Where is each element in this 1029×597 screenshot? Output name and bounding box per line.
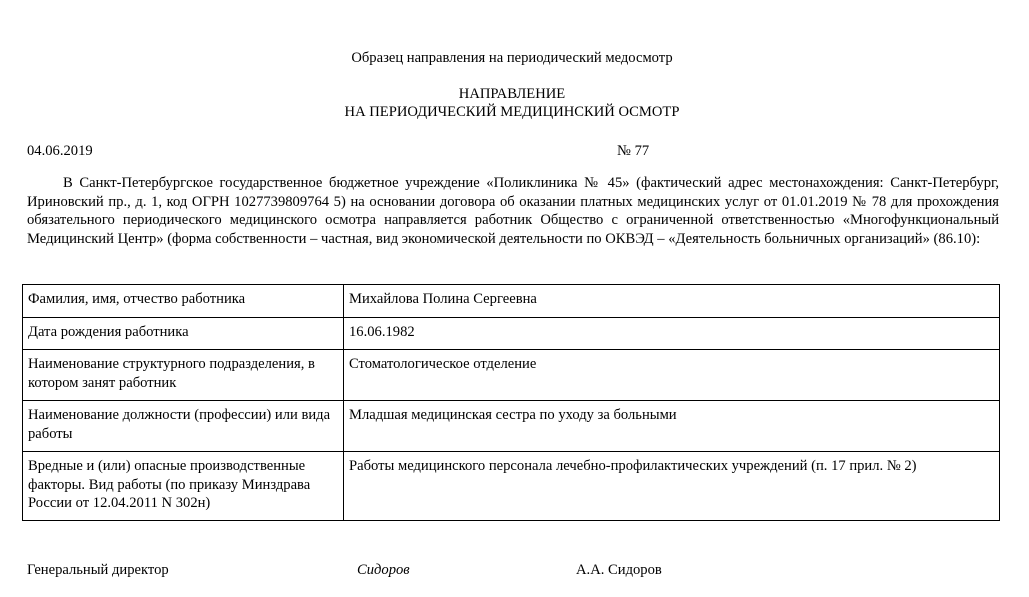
signatory-name: А.А. Сидоров — [576, 562, 662, 578]
row-label-birth-date: Дата рождения работника — [23, 318, 344, 350]
document-date: 04.06.2019 — [27, 143, 93, 159]
employee-info-table — [22, 284, 1000, 521]
table-row — [23, 350, 1000, 401]
title-line-1: НАПРАВЛЕНИЕ — [458, 86, 566, 102]
table-row — [23, 401, 1000, 452]
table-row — [23, 285, 1000, 318]
document-caption: Образец направления на периодический медосмотр — [351, 50, 673, 66]
document-number: № 77 — [617, 143, 650, 159]
table-row — [23, 452, 1000, 521]
intro-paragraph: В Санкт-Петербургское государственное бюджетное учреждение «Поликлиника № 45» (фактический адрес местонахождения: Санкт-Петербург, Ириновский пр., д. 1, код ОГРН 1027739809764 5) на основании договора об оказании платных медицинских услуг от 01.01.2019 № 78 для прохождения обязательного периодического медицинского осмотра направляется работник Общество с ограниченной ответственностью «Многофункциональный Медицинский Центр» (форма собственности – частная, вид экономической деятельности по ОКВЭД – «Деятельность больничных организаций» (86.10): — [27, 175, 999, 247]
document-title — [0, 85, 1024, 121]
handwritten-signature: Сидоров — [357, 562, 410, 578]
row-label-harmful-factors: Вредные и (или) опасные производственные факторы. Вид работы (по приказу Минздрава России от 12.04.2011 N 302н) — [23, 452, 344, 521]
row-value-department: Стоматологическое отделение — [344, 350, 1000, 401]
signatory-role: Генеральный директор — [27, 562, 169, 578]
row-value-full-name: Михайлова Полина Сергеевна — [344, 285, 1000, 318]
table-row — [23, 318, 1000, 350]
row-label-department: Наименование структурного подразделения, в котором занят работник — [23, 350, 344, 401]
row-value-position: Младшая медицинская сестра по уходу за больными — [344, 401, 1000, 452]
row-label-position: Наименование должности (профессии) или вида работы — [23, 401, 344, 452]
row-value-birth-date: 16.06.1982 — [344, 318, 1000, 350]
row-value-harmful-factors: Работы медицинского персонала лечебно-профилактических учреждений (п. 17 прил. № 2) — [344, 452, 1000, 521]
row-label-full-name: Фамилия, имя, отчество работника — [23, 285, 344, 318]
title-line-2: НА ПЕРИОДИЧЕСКИЙ МЕДИЦИНСКИЙ ОСМОТР — [344, 104, 680, 120]
